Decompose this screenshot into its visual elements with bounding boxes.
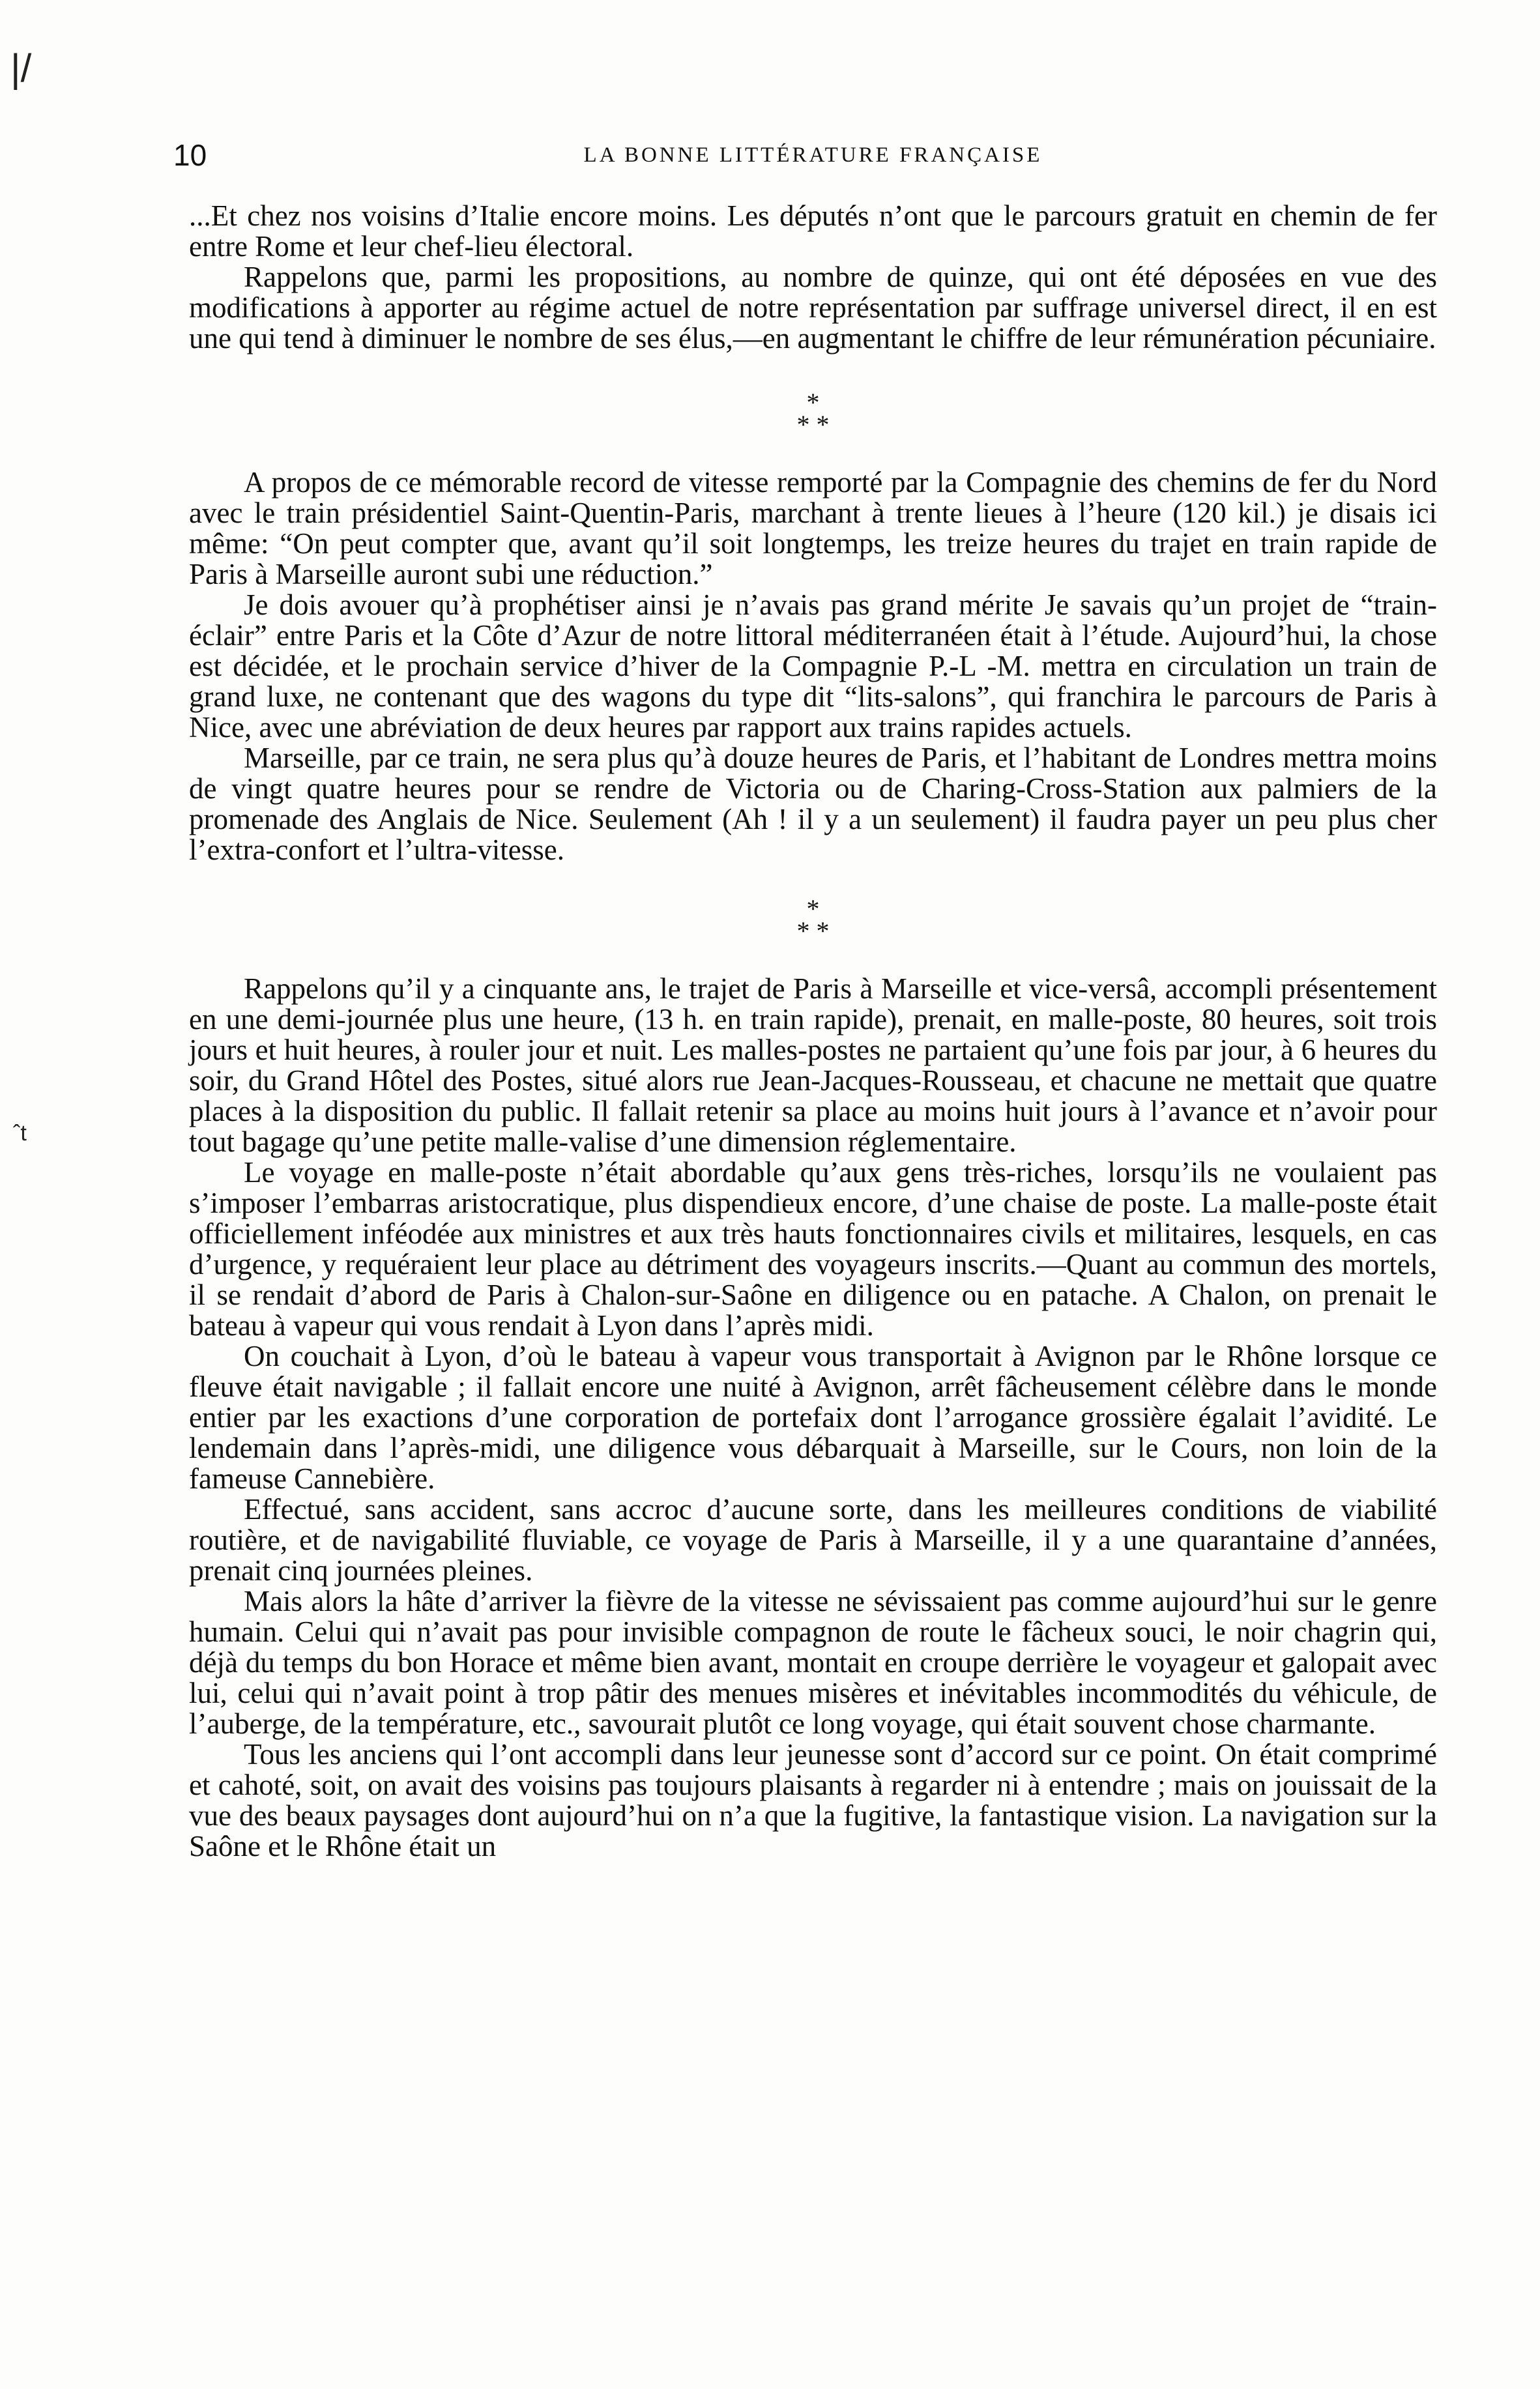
- paragraph-3: A propos de ce mémorable record de vitesse remporté par la Compagnie des chemins de fer du Nord avec le train présidentiel Saint-Quentin-Paris, marchant à trente lieues à l’heure (120 kil.) je disais ici même: “On peut compter que, avant qu’il soit longtemps, les treize heures du trajet en train rapide de Paris à Marseille auront subi une réduction.”: [189, 466, 1437, 590]
- asterism-bottom-2: * *: [796, 916, 830, 946]
- paragraph-2: Rappelons que, parmi les propositions, au nombre de quinze, qui ont été déposées en vue des modifications à apporter au régime actuel de notre représentation par suffrage universel direct, il en est une qui tend à diminuer le nombre de ses élus,—en augmentant le chiffre de leur rémunération pécuniaire.: [189, 261, 1437, 355]
- page-number: 10: [173, 138, 207, 172]
- paragraph-4: Je dois avouer qu’à prophétiser ainsi je n’avais pas grand mérite Je savais qu’un projet de “train-éclair” entre Paris et la Côte d’Azur de notre littoral méditerranéen était à l’étude. Aujourd’hui, la chose est décidée, et le prochain service d’hiver de la Compagnie P.-L -M. mettra en circulation un train de grand luxe, ne contenant que des wagons du type dit “lits-salons”, qui franchira le parcours de Paris à Nice, avec une abréviation de deux heures par rapport aux trains rapides actuels.: [189, 588, 1437, 744]
- margin-mark-top: |/: [10, 46, 32, 90]
- running-title: LA BONNE LITTÉRATURE FRANÇAISE: [583, 143, 1043, 167]
- paragraph-1: ...Et chez nos voisins d’Italie encore moins. Les députés n’ont que le parcours gratuit en chemin de fer entre Rome et leur chef-lieu électoral.: [189, 199, 1437, 263]
- paragraph-10: Mais alors la hâte d’arriver la fièvre de la vitesse ne sévissaient pas comme aujourd’hui sur le genre humain. Celui qui n’avait pas pour invisible compagnon de route le fâcheux souci, le noir chagrin qui, déjà du temps du bon Horace et même bien avant, montait en croupe derrière le voyageur et galopait avec lui, celui qui n’avait point à trop pâtir des menues misères et inévitables incommodités du véhicule, de l’auberge, de la température, etc., savourait plutôt ce long voyage, qui était souvent chose charmante.: [189, 1585, 1437, 1740]
- paragraph-8: On couchait à Lyon, d’où le bateau à vapeur vous transportait à Avignon par le Rhône lorsque ce fleuve était navigable ; il fallait encore une nuité à Avignon, arrêt fâcheusement célèbre dans le monde entier par les exactions d’une corporation de portefaix dont l’arrogance grossière égalait l’avidité. Le lendemain dans l’après-midi, une diligence vous débarquait à Marseille, sur le Cours, non loin de la fameuse Cannebière.: [189, 1340, 1437, 1495]
- paragraph-5: Marseille, par ce train, ne sera plus qu’à douze heures de Paris, et l’habitant de Londres mettra moins de vingt quatre heures pour se rendre de Victoria ou de Charing-Cross-Station aux palmiers de la promenade des Anglais de Nice. Seulement (Ah ! il y a un seulement) il faudra payer un peu plus cher l’extra-confort et l’ultra-vitesse.: [189, 742, 1437, 866]
- paragraph-11: Tous les anciens qui l’ont accompli dans leur jeunesse sont d’accord sur ce point. On était comprimé et cahoté, soit, on avait des voisins pas toujours plaisants à regarder ni à entendre ; mais on jouissait de la vue des beaux paysages dont aujourd’hui on n’a que la fugitive, la fantastique vision. La navigation sur la Saône et le Rhône était un: [189, 1738, 1437, 1862]
- paragraph-9: Effectué, sans accident, sans accroc d’aucune sorte, dans les meilleures conditions de viabilité routière, et de navigabilité fluviable, ce voyage de Paris à Marseille, il y a une quarantaine d’années, prenait cinq journées pleines.: [189, 1493, 1437, 1587]
- asterism-top: *: [806, 388, 820, 417]
- asterism-separator: [189, 388, 1437, 439]
- asterism-separator-2: [189, 894, 1437, 946]
- body-text: [189, 201, 1437, 1862]
- asterism-bottom: * *: [796, 410, 830, 439]
- paragraph-6: Rappelons qu’il y a cinquante ans, le trajet de Paris à Marseille et vice-versâ, accompli présentement en une demi-journée plus une heure, (13 h. en train rapide), prenait, en malle-poste, 80 heures, soit trois jours et huit heures, à rouler jour et nuit. Les malles-postes ne partaient qu’une fois par jour, à 6 heures du soir, du Grand Hôtel des Postes, situé alors rue Jean-Jacques-Rousseau, et chacune ne mettait que quatre places à la disposition du public. Il fallait retenir sa place au moins huit jours à l’avance et n’avoir pour tout bagage qu’une petite malle-valise d’une dimension réglementaire.: [189, 972, 1437, 1158]
- margin-mark-left: ˆt: [13, 1121, 27, 1146]
- asterism-top-2: *: [806, 894, 820, 923]
- paragraph-7: Le voyage en malle-poste n’était abordable qu’aux gens très-riches, lorsqu’ils ne voulaient pas s’imposer l’embarras aristocratique, plus dispendieux encore, d’une chaise de poste. La malle-poste était officiellement inféodée aux ministres et aux très hauts fonctionnaires civils et militaires, lesquels, en cas d’urgence, y requéraient leur place au détriment des voyageurs inscrits.—Quant au commun des mortels, il se rendait d’abord de Paris à Chalon-sur-Saône en diligence ou en patache. A Chalon, on prenait le bateau à vapeur qui vous rendait à Lyon dans l’après midi.: [189, 1156, 1437, 1342]
- page-header: [173, 136, 1437, 175]
